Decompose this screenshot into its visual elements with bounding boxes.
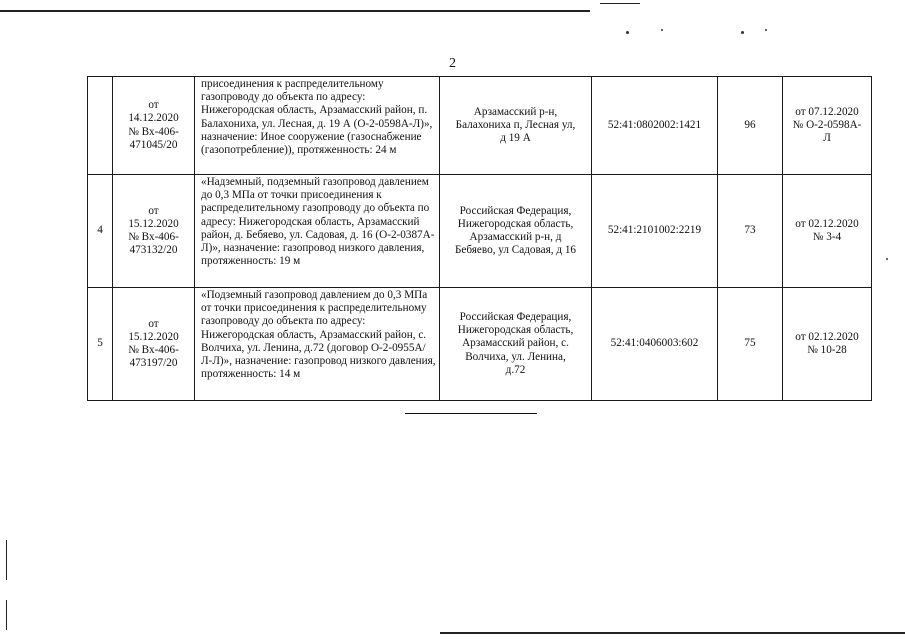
cell-incoming-ref (113, 77, 195, 175)
incoming-ref-text: от 15.12.2020 № Вх-406- 473197/20 (128, 317, 179, 370)
contract-text: от 07.12.2020 № О-2-0598А- Л (792, 105, 862, 145)
cell-address (440, 77, 592, 175)
cell-address (440, 175, 592, 288)
scan-speck (661, 29, 663, 31)
cell-cadastral-number: 52:41:2101002:2219 (592, 175, 718, 288)
scan-speck (626, 31, 629, 34)
scan-edge-bottom (440, 632, 905, 634)
cell-object-description: «Подземный газопровод давлением до 0,3 МПа от точки присоединения к распределительному газопроводу до объекта по адресу: Нижегородская область, Арзамасский район, с. Волчиха, ул. Ленина, д.72 (договор О-2-0955А/Л-Л)», назначение: газопровод низкого давления, протяженность: 14 м (195, 288, 440, 401)
cell-address (440, 288, 592, 401)
cell-object-description: «Надземный, подземный газопровод давлением до 0,3 МПа от точки присоединения к распределительному газопроводу до объекта по адресу: Нижегородская область, Арзамасский район, д. Бебяево, ул. Садовая, д. 16 (О-2-0387А-Л)», назначение: газопровод низкого давления, протяженность: 19 м (195, 175, 440, 288)
address-text: Российская Федерация, Нижегородская область, Арзамасский район, с. Волчиха, ул. Ленина, д.72 (457, 310, 574, 376)
contract-text: от 02.12.2020 № 3-4 (795, 217, 859, 243)
incoming-ref-text: от 14.12.2020 № Вх-406- 471045/20 (128, 99, 179, 151)
scan-speck (741, 31, 744, 34)
cell-length: 75 (718, 288, 783, 401)
cell-length: 73 (718, 175, 783, 288)
cell-length: 96 (718, 77, 783, 175)
end-of-table-rule (405, 413, 537, 414)
cell-cadastral-number: 52:41:0802002:1421 (592, 77, 718, 175)
scan-speck (765, 29, 767, 31)
cell-row-number (88, 77, 113, 175)
table-row (88, 175, 872, 288)
cell-object-description: присоединения к распределительному газопроводу до объекта по адресу: Нижегородская область, Арзамасский район, п. Балахониха, ул. Лесная, д. 19 А (О-2-0598А-Л)», назначение: Иное сооружение (газоснабжение (газопотребление)), протяженность: 24 м (195, 77, 440, 175)
cell-incoming-ref (113, 288, 195, 401)
table-row (88, 288, 872, 401)
table-row (88, 77, 872, 175)
scan-edge-top-right (600, 3, 640, 4)
records-table (87, 76, 872, 401)
cell-contract (783, 175, 872, 288)
incoming-ref-text: от 15.12.2020 № Вх-406- 473132/20 (128, 204, 179, 257)
scan-speck (886, 258, 888, 260)
cell-incoming-ref (113, 175, 195, 288)
scan-edge-top (0, 10, 590, 12)
contract-text: от 02.12.2020 № 10-28 (795, 330, 859, 356)
cell-row-number: 5 (88, 288, 113, 401)
cell-contract (783, 288, 872, 401)
cell-row-number: 4 (88, 175, 113, 288)
address-text: Арзамасский р-н, Балахониха п, Лесная ул, д 19 А (455, 105, 576, 145)
address-text: Российская Федерация, Нижегородская область, Арзамасский р-н, д Бебяево, ул Садовая, д 16 (454, 204, 577, 257)
scan-edge-left (6, 540, 7, 580)
cell-cadastral-number: 52:41:0406003:602 (592, 288, 718, 401)
page-number: 2 (449, 56, 456, 71)
scan-edge-left (6, 600, 7, 630)
cell-contract (783, 77, 872, 175)
